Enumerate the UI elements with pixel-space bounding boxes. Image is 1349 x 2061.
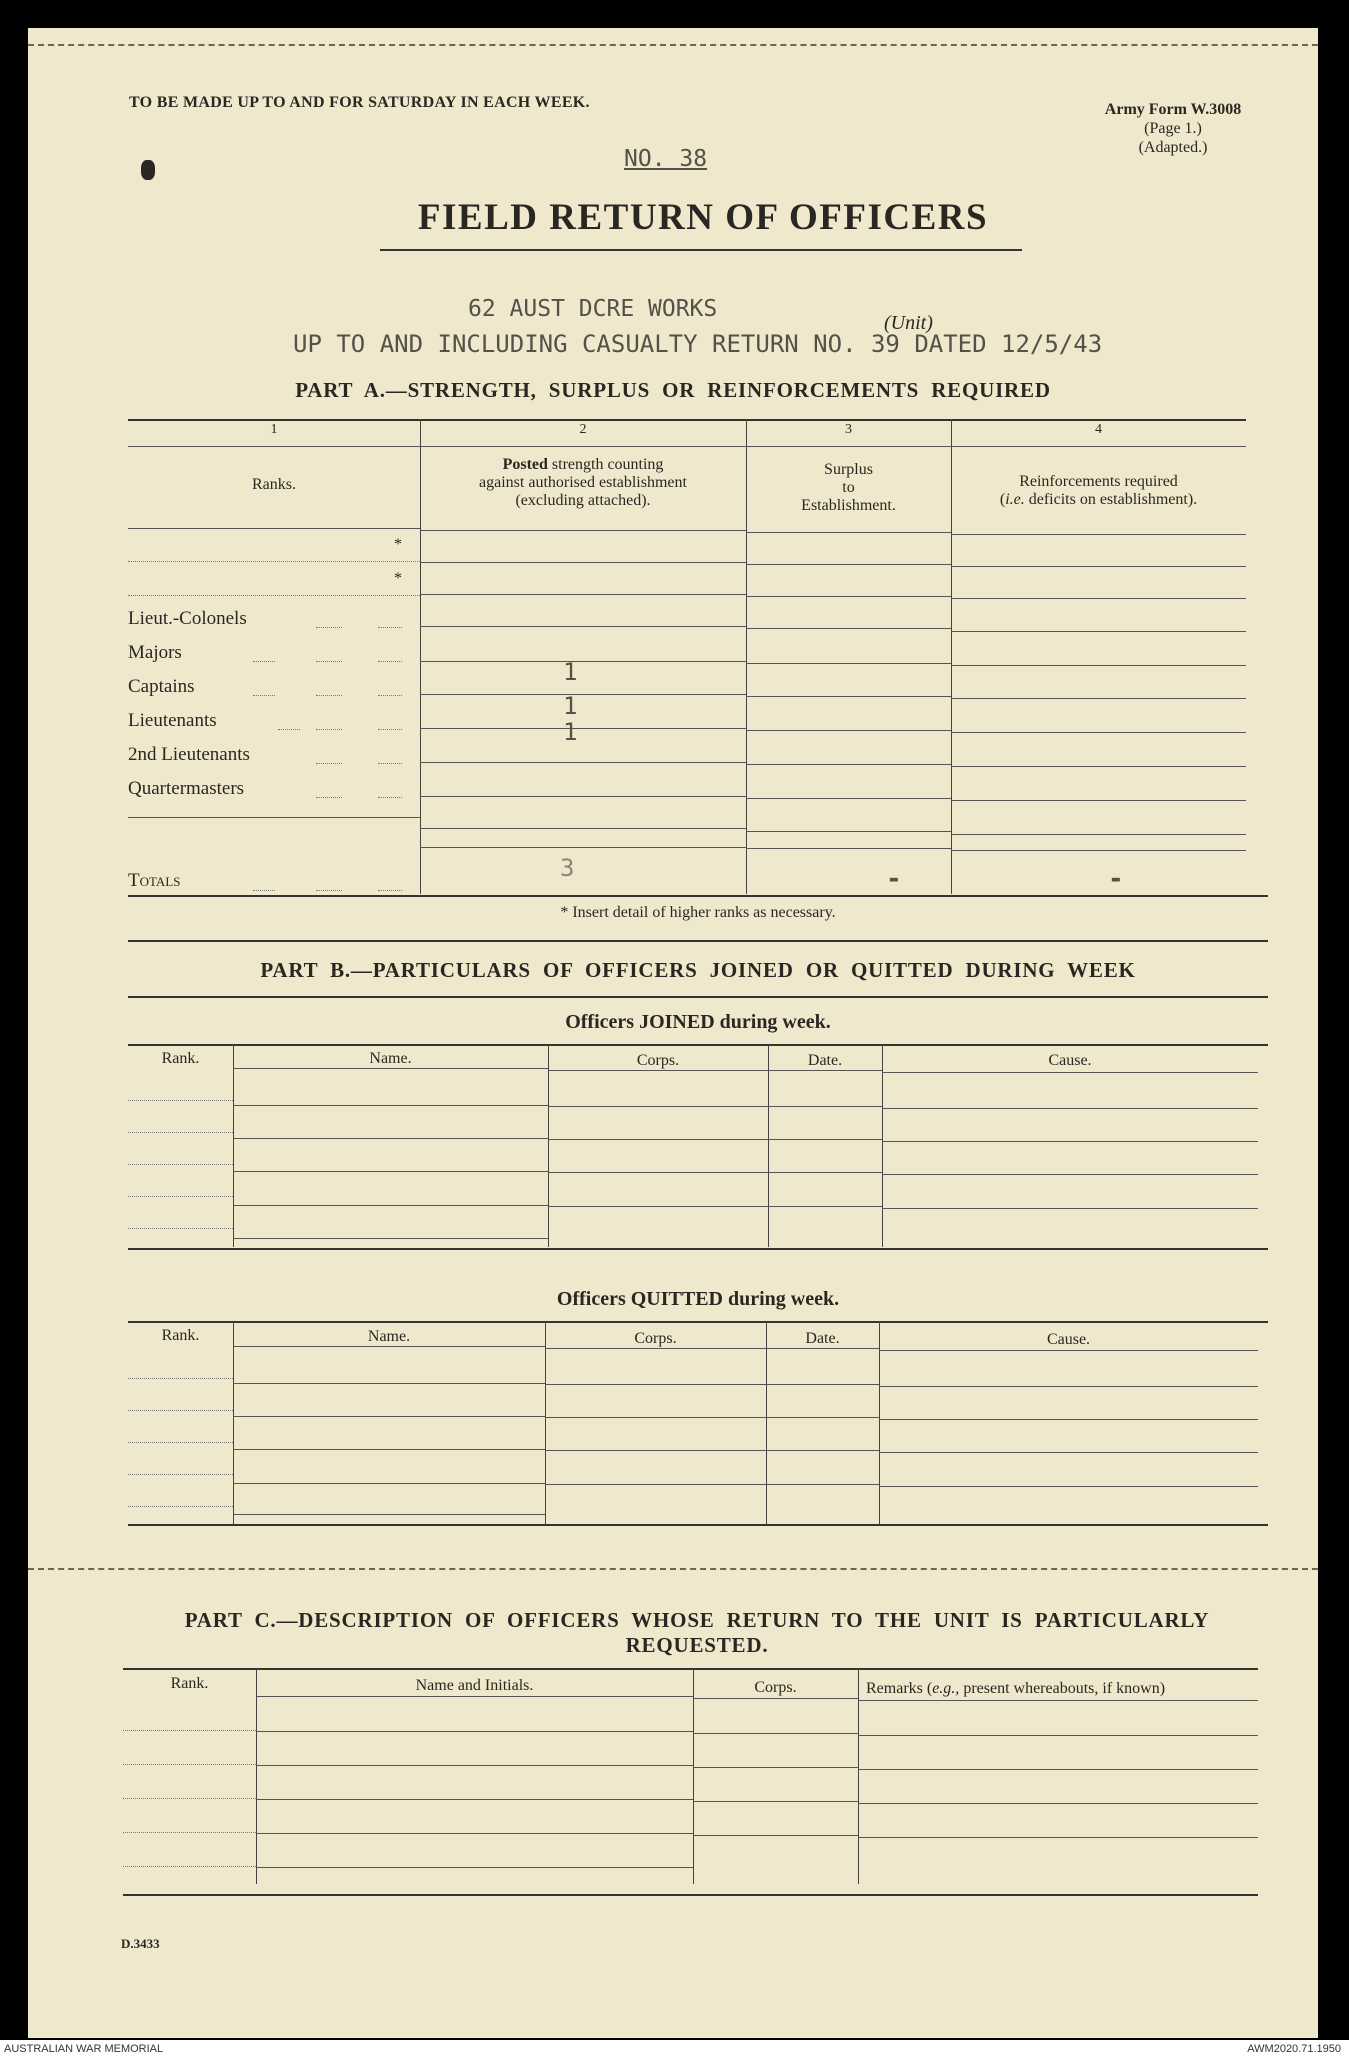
header-bottom-rule xyxy=(420,530,746,531)
joined-row-rule xyxy=(233,1171,548,1172)
part-c-row-rule xyxy=(693,1733,858,1734)
quitted-col-corps: Corps. xyxy=(634,1330,677,1347)
joined-row-rule xyxy=(768,1206,882,1207)
row-rule xyxy=(951,598,1246,599)
part-c-row-rule xyxy=(858,1803,1258,1804)
part-c-row-rule xyxy=(123,1798,256,1799)
part-b-title-rule xyxy=(128,996,1268,998)
joined-row-rule xyxy=(548,1172,768,1173)
perforation-middle xyxy=(28,1568,1318,1570)
part-c-row-rule xyxy=(858,1769,1258,1770)
joined-row-rule xyxy=(128,1100,233,1101)
row-rule xyxy=(951,834,1246,835)
part-c-col-name: Name and Initials. xyxy=(415,1677,534,1694)
joined-header-rule xyxy=(548,1070,768,1071)
remarks-post: present whereabouts, if known) xyxy=(959,1680,1166,1697)
leader-dots xyxy=(378,661,402,662)
leader-dots xyxy=(378,729,402,730)
reinforcements-header: Reinforcements required (i.e. deficits on establishment). xyxy=(951,473,1246,509)
row-rule xyxy=(420,796,746,797)
posted-header-line3: (excluding attached). xyxy=(515,492,651,509)
leader-dots xyxy=(316,661,342,662)
quitted-col-divider xyxy=(545,1321,546,1524)
leader-dots xyxy=(378,797,402,798)
joined-col-divider xyxy=(233,1044,234,1247)
quitted-title: Officers QUITTED during week. xyxy=(556,1288,840,1310)
quitted-row-rule xyxy=(128,1474,233,1475)
joined-col-corps: Corps. xyxy=(636,1052,680,1069)
part-c-col-corps: Corps. xyxy=(754,1679,797,1696)
row-rule xyxy=(951,698,1246,699)
leader-dots xyxy=(278,729,300,730)
joined-row-rule xyxy=(768,1106,882,1107)
joined-col-rank: Rank. xyxy=(161,1050,200,1067)
part-c-row-rule xyxy=(123,1832,256,1833)
row-rule xyxy=(951,665,1246,666)
row-rule xyxy=(128,595,420,596)
part-c-row-rule xyxy=(693,1767,858,1768)
part-c-row-rule xyxy=(256,1731,693,1732)
row-rule xyxy=(746,831,951,832)
row-rule xyxy=(746,564,951,565)
leader-dots xyxy=(253,890,275,891)
remarks-eg: e.g., xyxy=(932,1680,960,1697)
col-number-2: 2 xyxy=(579,422,587,437)
row-rule xyxy=(420,661,746,662)
totals-label: Totals xyxy=(128,870,181,891)
header-bottom-rule xyxy=(951,534,1246,535)
part-c-row-rule xyxy=(693,1835,858,1836)
quitted-row-rule xyxy=(879,1486,1258,1487)
part-c-col-divider xyxy=(693,1668,694,1884)
perforation-top xyxy=(28,44,1318,46)
leader-dots xyxy=(316,729,342,730)
rank-majors: Majors xyxy=(128,642,182,663)
col-rule xyxy=(746,446,951,447)
leader-dots xyxy=(378,763,402,764)
row-rule xyxy=(420,762,746,763)
posted-captains: 1 xyxy=(563,692,578,720)
joined-col-divider xyxy=(548,1044,549,1247)
totals-top-rule xyxy=(420,847,746,848)
part-c-row-rule xyxy=(256,1799,693,1800)
joined-col-cause: Cause. xyxy=(1048,1052,1092,1069)
posted-header-bold: Posted xyxy=(502,456,548,473)
quitted-col-date: Date. xyxy=(805,1330,840,1347)
joined-row-rule xyxy=(548,1139,768,1140)
reinf-header-line1: Reinforcements required xyxy=(1019,473,1178,490)
quitted-row-rule xyxy=(766,1384,879,1385)
part-c-header-rule xyxy=(693,1698,858,1699)
part-c-col-remarks xyxy=(866,1680,1165,1698)
col-rule xyxy=(951,446,1246,447)
posted-header xyxy=(420,456,746,510)
quitted-row-rule xyxy=(233,1416,545,1417)
totals-top-rule xyxy=(951,850,1246,851)
joined-col-date: Date. xyxy=(807,1052,843,1069)
quitted-row-rule xyxy=(879,1452,1258,1453)
joined-col-divider xyxy=(768,1044,769,1247)
row-rule xyxy=(746,730,951,731)
joined-row-rule xyxy=(233,1105,548,1106)
row-rule xyxy=(746,696,951,697)
quitted-row-rule xyxy=(128,1442,233,1443)
joined-row-rule xyxy=(882,1208,1258,1209)
quitted-header-rule xyxy=(879,1350,1258,1351)
form-number: Army Form W.3008 xyxy=(1104,101,1242,118)
quitted-bottom-rule xyxy=(128,1524,1268,1526)
joined-row-rule xyxy=(548,1206,768,1207)
quitted-header-rule xyxy=(766,1348,879,1349)
quitted-header-rule xyxy=(545,1348,766,1349)
quitted-header-rule xyxy=(233,1346,545,1347)
totals-surplus: - xyxy=(886,864,902,894)
leader-dots xyxy=(316,695,342,696)
surplus-header xyxy=(746,461,951,515)
surplus-header-line1: Surplus xyxy=(824,461,873,478)
totals-reinforcements: - xyxy=(1108,864,1124,894)
rank-lieutenants: Lieutenants xyxy=(128,710,217,731)
joined-row-rule xyxy=(233,1138,548,1139)
quitted-col-divider xyxy=(233,1321,234,1524)
ink-blot xyxy=(141,160,155,180)
part-c-header-rule xyxy=(858,1700,1258,1701)
posted-lieutenants: 1 xyxy=(563,718,578,746)
form-code: D.3433 xyxy=(121,1936,160,1951)
quitted-row-rule xyxy=(233,1383,545,1384)
quitted-row-rule xyxy=(233,1514,545,1515)
leader-dots xyxy=(316,627,342,628)
part-c-header-rule xyxy=(256,1696,693,1697)
row-rule xyxy=(420,694,746,695)
title-underline xyxy=(380,249,1022,251)
col-number-1: 1 xyxy=(270,422,278,437)
leader-dots xyxy=(378,695,402,696)
joined-row-rule xyxy=(548,1106,768,1107)
part-c-row-rule xyxy=(693,1801,858,1802)
joined-row-rule xyxy=(882,1141,1258,1142)
quitted-row-rule xyxy=(879,1419,1258,1420)
joined-header-rule xyxy=(768,1070,882,1071)
joined-col-name: Name. xyxy=(369,1050,412,1067)
posted-header-line2: against authorised establishment xyxy=(479,474,687,491)
quitted-row-rule xyxy=(879,1386,1258,1387)
surplus-header-line3: Establishment. xyxy=(801,497,896,514)
quitted-col-cause: Cause. xyxy=(1046,1331,1091,1348)
row-rule xyxy=(951,566,1246,567)
joined-header-rule xyxy=(233,1068,548,1069)
unit-name: 62 AUST DCRE WORKS xyxy=(468,296,718,322)
posted-header-rest: strength counting xyxy=(547,456,664,473)
joined-header-rule xyxy=(882,1072,1258,1073)
part-c-row-rule xyxy=(123,1730,256,1731)
joined-row-rule xyxy=(768,1172,882,1173)
remarks-pre: Remarks ( xyxy=(866,1680,933,1697)
part-c-bottom-rule xyxy=(123,1894,1258,1896)
weekly-instruction: TO BE MADE UP TO AND FOR SATURDAY IN EACH WEEK. xyxy=(129,94,590,111)
casualty-return-line: UP TO AND INCLUDING CASUALTY RETURN NO. 39 DATED 12/5/43 xyxy=(293,330,1103,358)
quitted-row-rule xyxy=(545,1384,766,1385)
leader-dots xyxy=(316,763,342,764)
totals-posted: 3 xyxy=(560,854,575,882)
part-b-title: PART B.—PARTICULARS OF OFFICERS JOINED OR QUITTED DURING WEEK xyxy=(260,958,1136,982)
part-c-top-rule xyxy=(123,1668,1258,1670)
row-rule xyxy=(951,800,1246,801)
quitted-top-rule xyxy=(128,1321,1268,1323)
leader-dots xyxy=(378,627,402,628)
header-bottom-rule xyxy=(128,528,420,529)
rank-2nd-lieutenants: 2nd Lieutenants xyxy=(128,744,250,765)
joined-row-rule xyxy=(768,1139,882,1140)
joined-top-rule xyxy=(128,1044,1268,1046)
posted-majors: 1 xyxy=(563,658,578,686)
quitted-row-rule xyxy=(545,1450,766,1451)
part-c-row-rule xyxy=(123,1764,256,1765)
leader-dots xyxy=(253,661,275,662)
joined-title: Officers JOINED during week. xyxy=(565,1011,831,1033)
part-c-col-rank: Rank. xyxy=(170,1675,209,1692)
row-rule xyxy=(746,663,951,664)
quitted-row-rule xyxy=(766,1417,879,1418)
quitted-col-name: Name. xyxy=(367,1328,411,1345)
star-row-2: * xyxy=(394,570,402,587)
part-c-row-rule xyxy=(256,1867,693,1868)
leader-dots xyxy=(378,890,402,891)
quitted-row-rule xyxy=(233,1449,545,1450)
part-c-title xyxy=(122,1608,1272,1658)
rank-quartermasters: Quartermasters xyxy=(128,778,245,799)
form-identifier xyxy=(1063,100,1283,157)
joined-row-rule xyxy=(882,1108,1258,1109)
unit-label: (Unit) xyxy=(884,312,933,334)
joined-row-rule xyxy=(128,1164,233,1165)
quitted-row-rule xyxy=(128,1378,233,1379)
rank-captains: Captains xyxy=(128,676,195,697)
surplus-header-line2: to xyxy=(842,479,855,496)
quitted-row-rule xyxy=(766,1484,879,1485)
form-adapted: (Adapted.) xyxy=(1138,139,1208,156)
col-rule xyxy=(420,446,746,447)
part-c-row-rule xyxy=(256,1833,693,1834)
part-a-top-rule xyxy=(128,419,1246,421)
row-rule xyxy=(420,626,746,627)
row-rule xyxy=(420,594,746,595)
part-a-footnote: * Insert detail of higher ranks as necessary. xyxy=(560,904,836,921)
leader-dots xyxy=(316,797,342,798)
quitted-row-rule xyxy=(545,1417,766,1418)
part-c-row-rule xyxy=(858,1837,1258,1838)
quitted-row-rule xyxy=(128,1506,233,1507)
row-rule xyxy=(746,596,951,597)
star-row-1: * xyxy=(394,536,402,553)
ranks-header: Ranks. xyxy=(252,476,296,493)
leader-dots xyxy=(316,890,342,891)
joined-row-rule xyxy=(128,1228,233,1229)
totals-top-rule xyxy=(128,817,420,818)
part-c-title-line1: PART C.—DESCRIPTION OF OFFICERS WHOSE RETURN TO THE UNIT IS PARTICULARLY xyxy=(184,1608,1210,1632)
return-number: NO. 38 xyxy=(624,146,708,172)
joined-row-rule xyxy=(128,1196,233,1197)
totals-top-rule xyxy=(746,848,951,849)
part-c-row-rule xyxy=(256,1765,693,1766)
leader-dots xyxy=(253,695,275,696)
joined-row-rule xyxy=(233,1205,548,1206)
archive-footer xyxy=(0,2040,1349,2061)
row-rule xyxy=(128,561,420,562)
row-rule xyxy=(746,764,951,765)
archive-name: AUSTRALIAN WAR MEMORIAL xyxy=(4,2043,164,2055)
row-rule xyxy=(420,562,746,563)
quitted-row-rule xyxy=(766,1450,879,1451)
col-number-4: 4 xyxy=(1095,422,1102,437)
quitted-row-rule xyxy=(545,1484,766,1485)
part-c-row-rule xyxy=(123,1866,256,1867)
part-c-col-divider xyxy=(256,1668,257,1884)
quitted-col-rank: Rank. xyxy=(161,1327,200,1344)
reinf-header-rest: deficits on establishment). xyxy=(1024,491,1198,508)
reinf-header-ie: i.e. xyxy=(1005,491,1025,508)
joined-col-divider xyxy=(882,1044,883,1247)
joined-bottom-rule xyxy=(128,1248,1268,1250)
quitted-row-rule xyxy=(233,1483,545,1484)
part-a-bottom-rule xyxy=(128,895,1268,897)
form-page: (Page 1.) xyxy=(1144,120,1202,137)
header-bottom-rule xyxy=(746,532,951,533)
row-rule xyxy=(420,828,746,829)
quitted-row-rule xyxy=(128,1410,233,1411)
row-rule xyxy=(746,628,951,629)
col-number-3: 3 xyxy=(845,422,852,437)
part-c-row-rule xyxy=(858,1735,1258,1736)
rank-lieut-colonels: Lieut.-Colonels xyxy=(128,608,247,629)
col-rule xyxy=(128,446,420,447)
part-c-title-line2: REQUESTED. xyxy=(625,1633,769,1657)
form-sheet xyxy=(28,28,1318,2038)
row-rule xyxy=(951,766,1246,767)
row-rule xyxy=(951,631,1246,632)
form-title: FIELD RETURN OF OFFICERS xyxy=(417,197,989,238)
part-a-title: PART A.—STRENGTH, SURPLUS OR REINFORCEMENTS REQUIRED xyxy=(295,378,1051,402)
row-rule xyxy=(951,732,1246,733)
quitted-col-divider xyxy=(766,1321,767,1524)
row-rule xyxy=(420,728,746,729)
archive-accession: AWM2020.71.1950 xyxy=(1247,2043,1341,2055)
joined-row-rule xyxy=(128,1132,233,1133)
joined-row-rule xyxy=(882,1174,1258,1175)
part-a-footnote-rule xyxy=(128,940,1268,942)
joined-row-rule xyxy=(233,1238,548,1239)
quitted-col-divider xyxy=(879,1321,880,1524)
row-rule xyxy=(746,798,951,799)
